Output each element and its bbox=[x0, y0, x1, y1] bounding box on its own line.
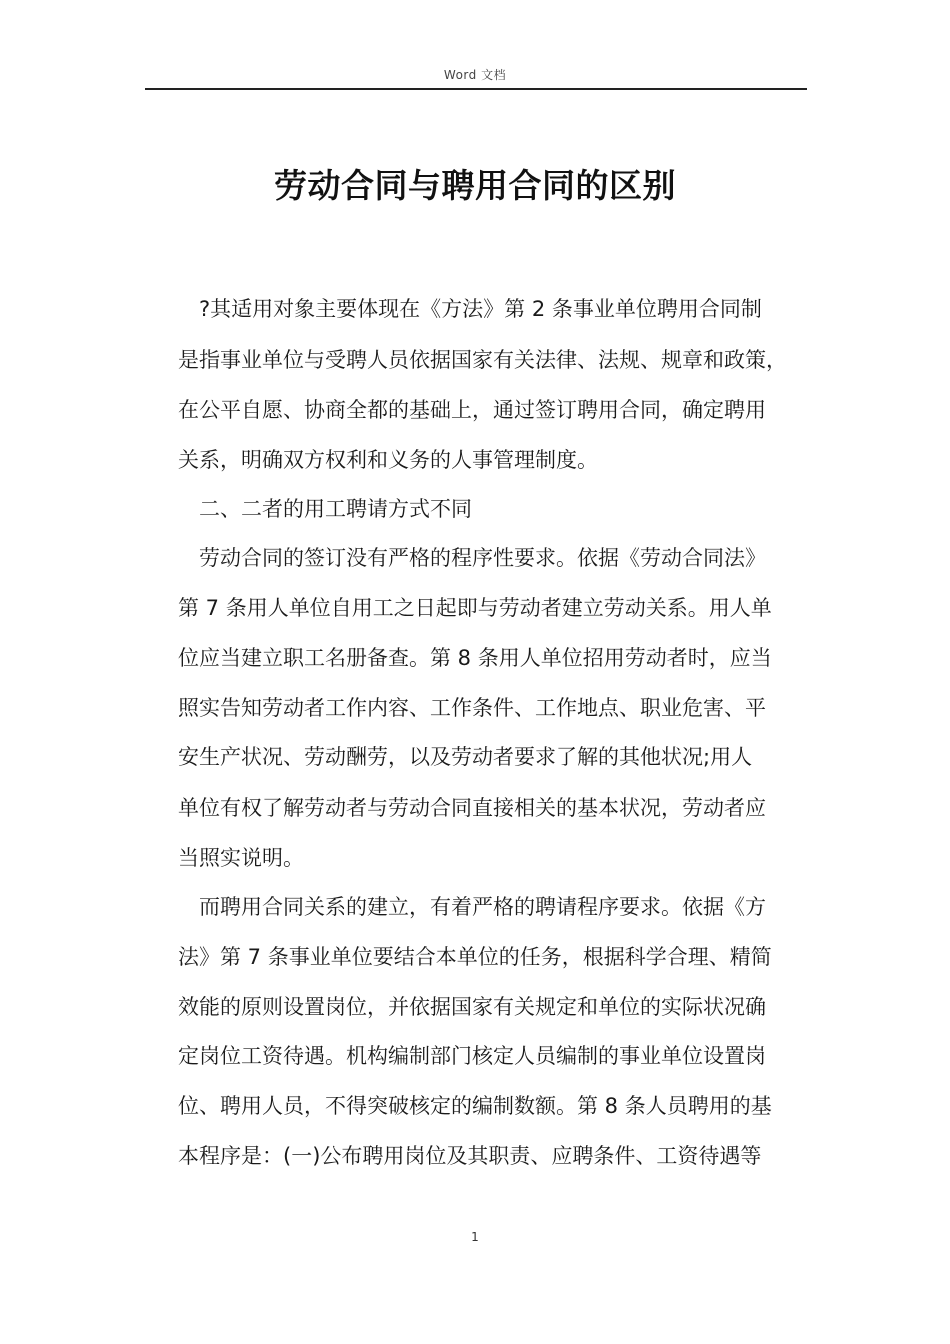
paragraph-line: 在公平自愿、协商全都的基础上，通过签订聘用合同，确定聘用 bbox=[178, 398, 766, 422]
header-divider bbox=[145, 88, 807, 90]
paragraph-line: 是指事业单位与受聘人员依据国家有关法律、法规、规章和政策， bbox=[178, 348, 787, 372]
paragraph-line: 而聘用合同关系的建立，有着严格的聘请程序要求。依据《方 bbox=[199, 895, 766, 919]
document-title: 劳动合同与聘用合同的区别 bbox=[274, 166, 676, 205]
paragraph-line: 关系，明确双方权利和义务的人事管理制度。 bbox=[178, 448, 598, 472]
section-heading: 二、二者的用工聘请方式不同 bbox=[199, 497, 472, 521]
page-number: 1 bbox=[471, 1230, 479, 1244]
paragraph-line: 当照实说明。 bbox=[178, 846, 304, 870]
paragraph-line: 照实告知劳动者工作内容、工作条件、工作地点、职业危害、平 bbox=[178, 696, 766, 720]
paragraph-line: ?其适用对象主要体现在《方法》第 2 条事业单位聘用合同制 bbox=[199, 297, 762, 321]
paragraph-line: 本程序是：(一)公布聘用岗位及其职责、应聘条件、工资待遇等 bbox=[178, 1144, 762, 1168]
paragraph-line: 安生产状况、劳动酬劳，以及劳动者要求了解的其他状况;用人 bbox=[178, 745, 753, 769]
paragraph-line: 第 7 条用人单位自用工之日起即与劳动者建立劳动关系。用人单 bbox=[178, 596, 772, 620]
page-header: Word 文档 bbox=[443, 68, 507, 82]
paragraph-line: 劳动合同的签订没有严格的程序性要求。依据《劳动合同法》 bbox=[199, 546, 766, 570]
paragraph-line: 法》第 7 条事业单位要结合本单位的任务，根据科学合理、精简 bbox=[178, 945, 772, 969]
paragraph-line: 单位有权了解劳动者与劳动合同直接相关的基本状况，劳动者应 bbox=[178, 796, 766, 820]
paragraph-line: 位应当建立职工名册备查。第 8 条用人单位招用劳动者时，应当 bbox=[178, 646, 772, 670]
paragraph-line: 定岗位工资待遇。机构编制部门核定人员编制的事业单位设置岗 bbox=[178, 1044, 766, 1068]
paragraph-line: 效能的原则设置岗位，并依据国家有关规定和单位的实际状况确 bbox=[178, 995, 766, 1019]
paragraph-line: 位、聘用人员，不得突破核定的编制数额。第 8 条人员聘用的基 bbox=[178, 1094, 772, 1118]
